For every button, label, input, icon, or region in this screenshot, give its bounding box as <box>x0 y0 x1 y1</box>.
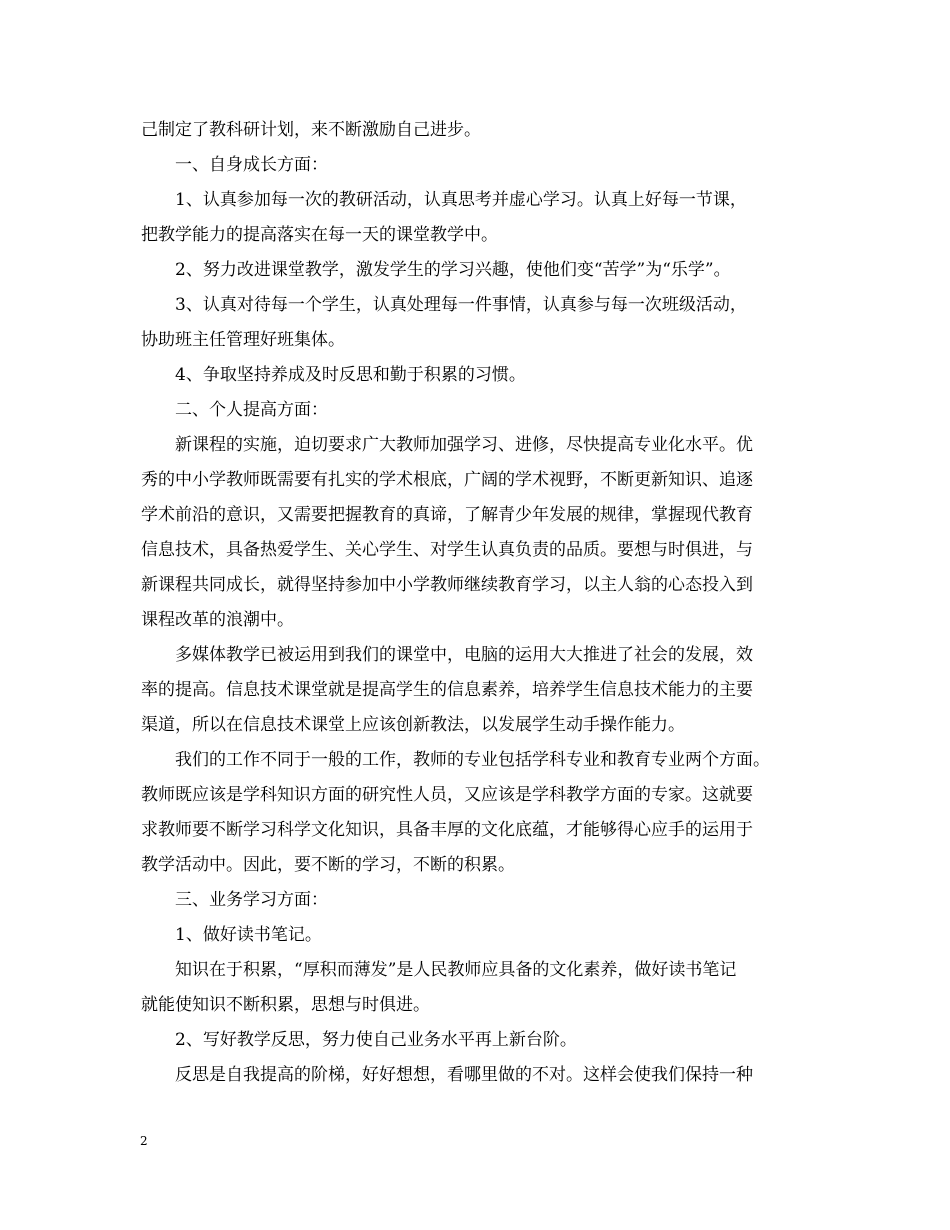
list-item-line: 4、争取坚持养成及时反思和勤于积累的习惯。 <box>175 365 526 385</box>
page-number: 2 <box>140 1134 148 1148</box>
paragraph-line: 我们的工作不同于一般的工作，教师的专业包括学科专业和教育专业两个方面。 <box>175 750 770 770</box>
list-item-line: 把教学能力的提高落实在每一天的课堂教学中。 <box>141 225 498 245</box>
paragraph-line: 课程改革的浪潮中。 <box>141 610 294 630</box>
text-line: 己制定了教科研计划，来不断激励自己进步。 <box>141 120 481 140</box>
paragraph-line: 信息技术，具备热爱学生、关心学生、对学生认真负责的品质。要想与时俱进，与 <box>141 540 753 560</box>
paragraph-line: 教学活动中。因此，要不断的学习，不断的积累。 <box>141 855 515 875</box>
paragraph-line: 秀的中小学教师既需要有扎实的学术根底，广阔的学术视野，不断更新知识、追逐 <box>141 470 753 490</box>
paragraph-line: 知识在于积累，“厚积而薄发”是人民教师应具备的文化素养，做好读书笔记 <box>175 960 737 980</box>
list-item-line: 1、做好读书笔记。 <box>175 925 322 945</box>
section-heading: 三、业务学习方面： <box>175 890 328 910</box>
paragraph-line: 反思是自我提高的阶梯，好好想想，看哪里做的不对。这样会使我们保持一种 <box>175 1065 753 1085</box>
paragraph-line: 渠道，所以在信息技术课堂上应该创新教法，以发展学生动手操作能力。 <box>141 715 685 735</box>
section-heading: 一、自身成长方面： <box>175 155 328 175</box>
paragraph-line: 多媒体教学已被运用到我们的课堂中，电脑的运用大大推进了社会的发展，效 <box>175 645 753 665</box>
list-item-line: 2、努力改进课堂教学，激发学生的学习兴趣，使他们变“苦学”为“乐学”。 <box>175 260 731 280</box>
paragraph-line: 学术前沿的意识，又需要把握教育的真谛，了解青少年发展的规律，掌握现代教育 <box>141 505 753 525</box>
body-text <box>141 113 813 1093</box>
list-item-line: 协助班主任管理好班集体。 <box>141 330 345 350</box>
list-item-line: 3、认真对待每一个学生，认真处理每一件事情，认真参与每一次班级活动， <box>175 295 747 315</box>
paragraph-line: 新课程的实施，迫切要求广大教师加强学习、进修，尽快提高专业化水平。优 <box>175 435 753 455</box>
paragraph-line: 教师既应该是学科知识方面的研究性人员，又应该是学科教学方面的专家。这就要 <box>141 785 753 805</box>
paragraph-line: 求教师要不断学习科学文化知识，具备丰厚的文化底蕴，才能够得心应手的运用于 <box>141 820 753 840</box>
list-item-line: 2、写好教学反思，努力使自己业务水平再上新台阶。 <box>175 1030 577 1050</box>
section-heading: 二、个人提高方面： <box>175 400 328 420</box>
list-item-line: 1、认真参加每一次的教研活动，认真思考并虚心学习。认真上好每一节课， <box>175 190 747 210</box>
paragraph-line: 新课程共同成长，就得坚持参加中小学教师继续教育学习，以主人翁的心态投入到 <box>141 575 753 595</box>
paragraph-line: 就能使知识不断积累，思想与时俱进。 <box>141 995 430 1015</box>
paragraph-line: 率的提高。信息技术课堂就是提高学生的信息素养，培养学生信息技术能力的主要 <box>141 680 753 700</box>
